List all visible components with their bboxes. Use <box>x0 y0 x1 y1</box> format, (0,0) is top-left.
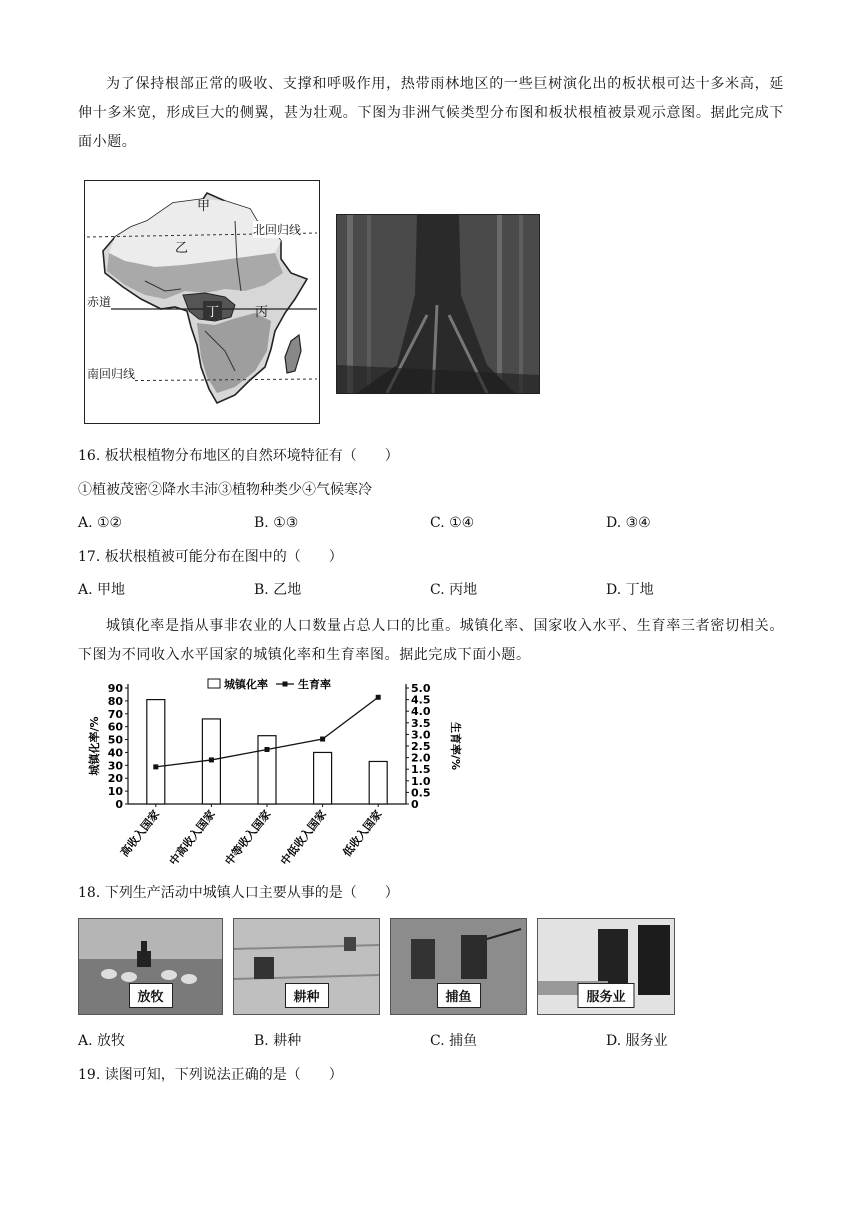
caption-farming: 耕种 <box>284 983 328 1008</box>
madagascar <box>285 335 301 373</box>
fertility-point <box>265 747 270 752</box>
left-tick-label: 20 <box>107 772 123 786</box>
fertility-point <box>376 695 381 700</box>
right-tick-label: 2.0 <box>411 751 431 765</box>
chart-svg <box>84 676 464 876</box>
left-tick-label: 40 <box>107 746 123 760</box>
photo-farming <box>233 918 380 1015</box>
category-label: 中低收入国家 <box>278 807 329 868</box>
label-tropic-capricorn: 南回归线 <box>87 367 136 381</box>
photo-service <box>537 918 675 1015</box>
urbanization-bar <box>258 736 276 804</box>
y2-axis-label: 生育率/% <box>449 721 462 771</box>
label-jia: 甲 <box>197 199 211 214</box>
legend-line-marker <box>283 682 288 687</box>
q16-option-c[interactable]: C. ①④ <box>430 515 475 531</box>
right-tick-label: 0 <box>411 798 419 811</box>
caption-service: 服务业 <box>577 983 634 1008</box>
left-tick-label: 90 <box>107 682 123 695</box>
q17-option-a[interactable]: A. 甲地 <box>78 582 126 598</box>
urbanization-fertility-chart <box>84 676 464 876</box>
legend-line-label: 生育率 <box>298 678 331 691</box>
passage-2: 城镇化率是指从事非农业的人口数量占总人口的比重。城镇化率、国家收入水平、生育率三者密切相关。下图为不同收入水平国家的城镇化率和生育率图。据此完成下面小题。 <box>78 618 784 663</box>
label-ding: 丁 <box>203 301 222 320</box>
label-bing: 丙 <box>255 305 269 320</box>
q16-option-b[interactable]: B. ①③ <box>254 515 299 531</box>
label-equator: 赤道 <box>87 295 112 309</box>
right-tick-label: 5.0 <box>411 682 431 695</box>
label-yi: 乙 <box>175 241 189 256</box>
question-18-stem: 18. 下列生产活动中城镇人口主要从事的是（ ） <box>78 885 399 901</box>
africa-climate-map <box>84 180 320 424</box>
caption-grazing: 放牧 <box>128 983 172 1008</box>
legend-bar-label: 城镇化率 <box>224 678 268 691</box>
right-tick-label: 2.5 <box>411 740 431 753</box>
right-tick-label: 1.5 <box>411 763 431 777</box>
photo-grazing <box>78 918 223 1015</box>
left-tick-label: 30 <box>107 759 123 773</box>
category-label: 中等收入国家 <box>222 807 274 868</box>
passage-1: 为了保持根部正常的吸收、支撑和呼吸作用，热带雨林地区的一些巨树演化出的板状根可达十多米高，延伸十多米宽，形成巨大的侧翼，甚为壮观。下图为非洲气候类型分布图和板状根植被景观示意图。据此完成下面小题。 <box>78 76 784 150</box>
urbanization-bar <box>147 700 165 804</box>
fertility-point <box>209 757 214 762</box>
q17-option-d[interactable]: D. 丁地 <box>606 582 654 598</box>
buttress-root-photo <box>336 214 540 394</box>
left-tick-label: 50 <box>107 733 123 747</box>
question-16-items: ①植被茂密②降水丰沛③植物种类少④气候寒冷 <box>78 482 372 498</box>
category-label: 中高收入国家 <box>166 807 218 868</box>
right-tick-label: 3.5 <box>411 716 431 730</box>
q18-option-b[interactable]: B. 耕种 <box>254 1033 302 1049</box>
left-tick-label: 70 <box>107 707 123 721</box>
q17-option-c[interactable]: C. 丙地 <box>430 582 478 598</box>
caption-fishing: 捕鱼 <box>436 983 480 1008</box>
fertility-point <box>153 764 158 769</box>
y-axis-label: 城镇化率/% <box>88 716 101 776</box>
legend-bar-swatch <box>208 679 220 688</box>
q18-option-a[interactable]: A. 放牧 <box>78 1033 126 1049</box>
right-tick-label: 3.0 <box>411 728 431 742</box>
question-17-stem: 17. 板状根植被可能分布在图中的（ ） <box>78 549 343 565</box>
left-tick-label: 0 <box>115 798 123 811</box>
urbanization-bar <box>314 752 332 804</box>
category-label: 高收入国家 <box>118 807 163 860</box>
fertility-point <box>320 737 325 742</box>
question-19-stem: 19. 读图可知，下列说法正确的是（ ） <box>78 1067 343 1083</box>
q18-option-d[interactable]: D. 服务业 <box>606 1033 668 1049</box>
right-tick-label: 4.5 <box>411 693 431 707</box>
question-16-stem: 16. 板状根植物分布地区的自然环境特征有（ ） <box>78 448 399 464</box>
q16-option-d[interactable]: D. ③④ <box>606 515 651 531</box>
left-tick-label: 60 <box>107 720 123 734</box>
q18-option-c[interactable]: C. 捕鱼 <box>430 1033 478 1049</box>
q17-option-b[interactable]: B. 乙地 <box>254 582 302 598</box>
right-tick-label: 4.0 <box>411 705 431 719</box>
q16-option-a[interactable]: A. ①② <box>78 515 123 531</box>
urbanization-bar <box>369 761 387 804</box>
left-tick-label: 10 <box>107 785 123 799</box>
right-tick-label: 0.5 <box>411 786 431 800</box>
category-label: 低收入国家 <box>340 807 385 860</box>
right-tick-label: 1.0 <box>411 774 431 788</box>
left-tick-label: 80 <box>107 694 123 708</box>
photo-fishing <box>390 918 527 1015</box>
label-tropic-cancer: 北回归线 <box>253 223 302 237</box>
